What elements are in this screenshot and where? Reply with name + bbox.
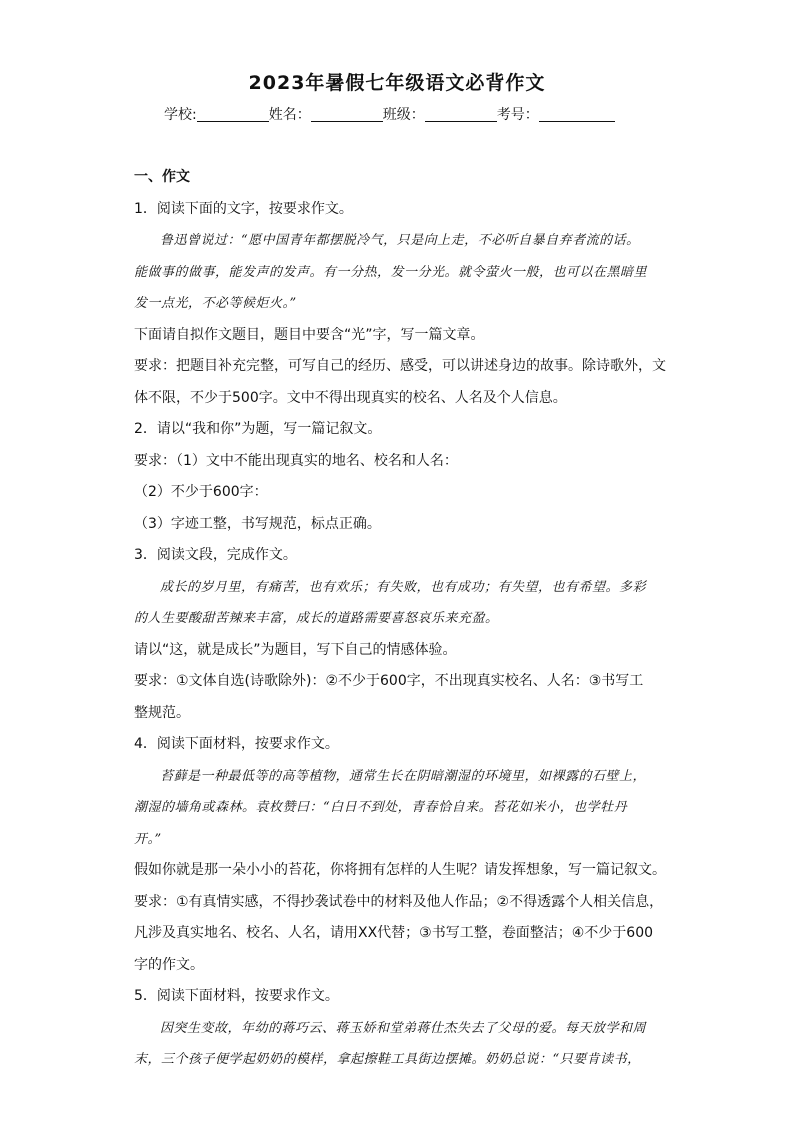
question-5-prompt: 5．阅读下面材料，按要求作文。 <box>134 988 339 1004</box>
question-3-prompt: 3．阅读文段，完成作文。 <box>134 547 297 563</box>
class-label: 班级： <box>382 107 425 123</box>
question-4-quote-line: 苔藓是一种最低等的高等植物，通常生长在阴暗潮湿的环境里，如裸露的石壁上， <box>160 768 647 784</box>
question-4-requirement: 要求：①有真情实感，不得抄袭试卷中的材料及他人作品；②不得透露个人相关信息， <box>134 893 664 910</box>
question-5-quote-line: 末，三个孩子便学起奶奶的模样，拿起擦鞋工具街边摆摊。奶奶总说：“只要肯读书， <box>134 1052 641 1067</box>
document-title: 2023年暑假七年级语文必背作文 <box>248 72 546 94</box>
question-2-requirement: 要求：（1）文中不能出现真实的地名、校名和人名： <box>134 452 458 469</box>
name-label: 姓名： <box>268 107 311 123</box>
question-4-requirement: 凡涉及真实地名、校名、人名，请用XX代替；③书写工整，卷面整洁；④不少于600 <box>134 925 654 941</box>
question-1-quote-line: 发一点光，不必等候炬火。” <box>134 296 297 311</box>
school-blank[interactable] <box>197 107 269 122</box>
question-2-requirement: （3）字迹工整，书写规范，标点正确。 <box>134 515 381 532</box>
question-4-requirement: 字的作文。 <box>134 956 204 973</box>
question-1-quote-line: 能做事的做事，能发声的发声。有一分热，发一分光。就令萤火一般，也可以在黑暗里 <box>134 264 648 280</box>
question-1-requirement: 体不限，不少于500字。文中不得出现真实的校名、人名及个人信息。 <box>134 389 567 406</box>
exam-no-label: 考号： <box>496 107 539 123</box>
exam-no-blank[interactable] <box>539 107 615 122</box>
name-blank[interactable] <box>311 107 383 122</box>
question-2-prompt: 2．请以“我和你”为题，写一篇记叙文。 <box>134 421 382 437</box>
question-2-requirement: （2）不少于600字： <box>134 484 268 500</box>
question-3-requirement: 要求：①文体自选(诗歌除外)：②不少于600字，不出现真实校名、人名：③书写工 <box>134 673 644 689</box>
question-4-quote-line: 潮湿的墙角或森林。袁枚赞曰：“白日不到处，青春恰自来。苔花如米小，也学牡丹 <box>134 800 628 815</box>
class-blank[interactable] <box>425 107 497 122</box>
question-4-instruction: 假如你就是那一朵小小的苔花，你将拥有怎样的人生呢？请发挥想象，写一篇记叙文。 <box>134 862 666 878</box>
question-1-requirement: 要求：把题目补充完整，可写自己的经历、感受，可以讲述身边的故事。除诗歌外，文 <box>134 358 666 374</box>
question-3-instruction: 请以“这，就是成长”为题目，写下自己的情感体验。 <box>134 641 457 658</box>
document-body <box>134 162 664 1076</box>
student-info-row <box>164 104 615 124</box>
section-heading: 一、作文 <box>134 169 190 185</box>
question-4-prompt: 4．阅读下面材料，按要求作文。 <box>134 736 339 752</box>
question-1-prompt: 1．阅读下面的文字，按要求作文。 <box>134 200 353 217</box>
question-3-requirement: 整规范。 <box>134 704 190 721</box>
question-5-quote-line: 因突生变故，年幼的蒋巧云、蒋玉娇和堂弟蒋仕杰失去了父母的爱。每天放学和周 <box>160 1020 647 1036</box>
question-4-quote-line: 开。” <box>134 831 162 847</box>
question-3-quote-line: 的人生要酸甜苦辣来丰富，成长的道路需要喜怒哀乐来充盈。 <box>134 611 499 626</box>
school-label: 学校: <box>164 107 197 123</box>
question-1-instruction: 下面请自拟作文题目，题目中要含“光”字，写一篇文章。 <box>134 326 485 343</box>
question-3-quote-line: 成长的岁月里，有痛苦，也有欢乐；有失败，也有成功；有失望，也有希望。多彩 <box>160 579 647 595</box>
question-1-quote-line: 鲁迅曾说过：“愿中国青年都摆脱冷气，只是向上走，不必听自暴自弃者流的话。 <box>160 233 640 248</box>
